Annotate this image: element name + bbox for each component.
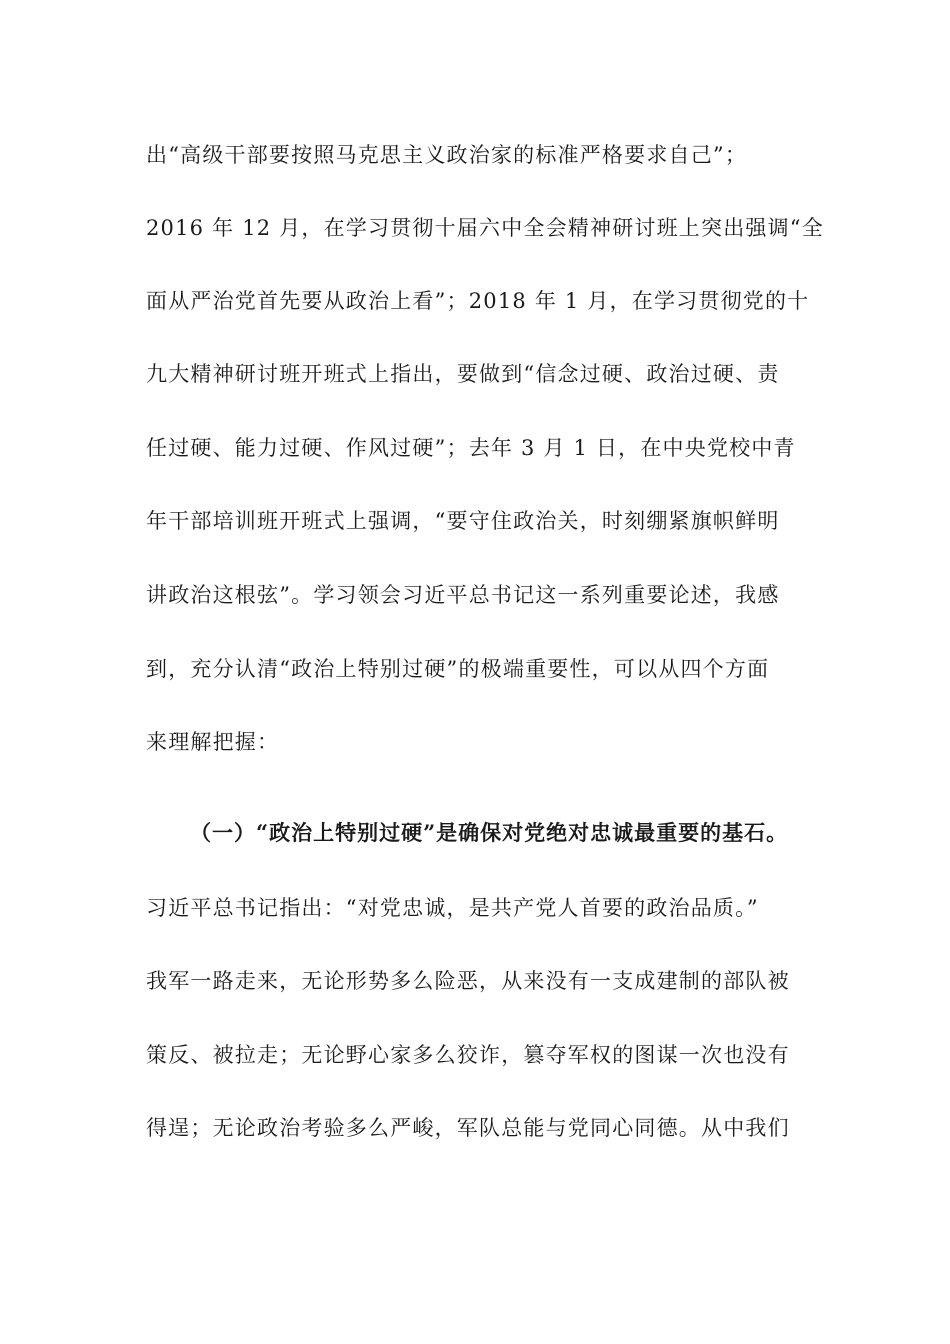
paragraph-line: 得逞；无论政治考验多么严峻，军队总能与党同心同德。从中我们 bbox=[146, 1116, 790, 1140]
section-heading: （一）“政治上特别过硬”是确保对党绝对忠诚最重要的基石。 bbox=[190, 820, 789, 845]
paragraph-line: 到，充分认清“政治上特别过硬”的极端重要性，可以从四个方面 bbox=[146, 657, 770, 681]
paragraph-line: 策反、被拉走；无论野心家多么狡诈，篡夺军权的图谋一次也没有 bbox=[146, 1043, 790, 1067]
paragraph-line: 任过硬、能力过硬、作风过硬”；去年 3 月 1 日，在中央党校中青 bbox=[146, 436, 796, 460]
paragraph-line: 我军一路走来，无论形势多么险恶，从来没有一支成建制的部队被 bbox=[146, 969, 790, 993]
paragraph-line: 面从严治党首先要从政治上看”；2018 年 1 月，在学习贯彻党的十 bbox=[146, 289, 810, 313]
paragraph-line: 习近平总书记指出：“对党忠诚，是共产党人首要的政治品质。” bbox=[146, 896, 759, 920]
paragraph-line: 讲政治这根弦”。学习领会习近平总书记这一系列重要论述，我感 bbox=[146, 583, 780, 607]
paragraph-line: 九大精神研讨班开班式上指出，要做到“信念过硬、政治过硬、责 bbox=[146, 362, 780, 386]
paragraph-line: 2016 年 12 月，在学习贯彻十届六中全会精神研讨班上突出强调“全 bbox=[146, 216, 824, 240]
paragraph-line: 来理解把握： bbox=[146, 730, 280, 754]
paragraph-line: 出“高级干部要按照马克思主义政治家的标准严格要求自己”； bbox=[146, 143, 748, 167]
paragraph-line: 年干部培训班开班式上强调，“要守住政治关，时刻绷紧旗帜鲜明 bbox=[146, 509, 780, 533]
